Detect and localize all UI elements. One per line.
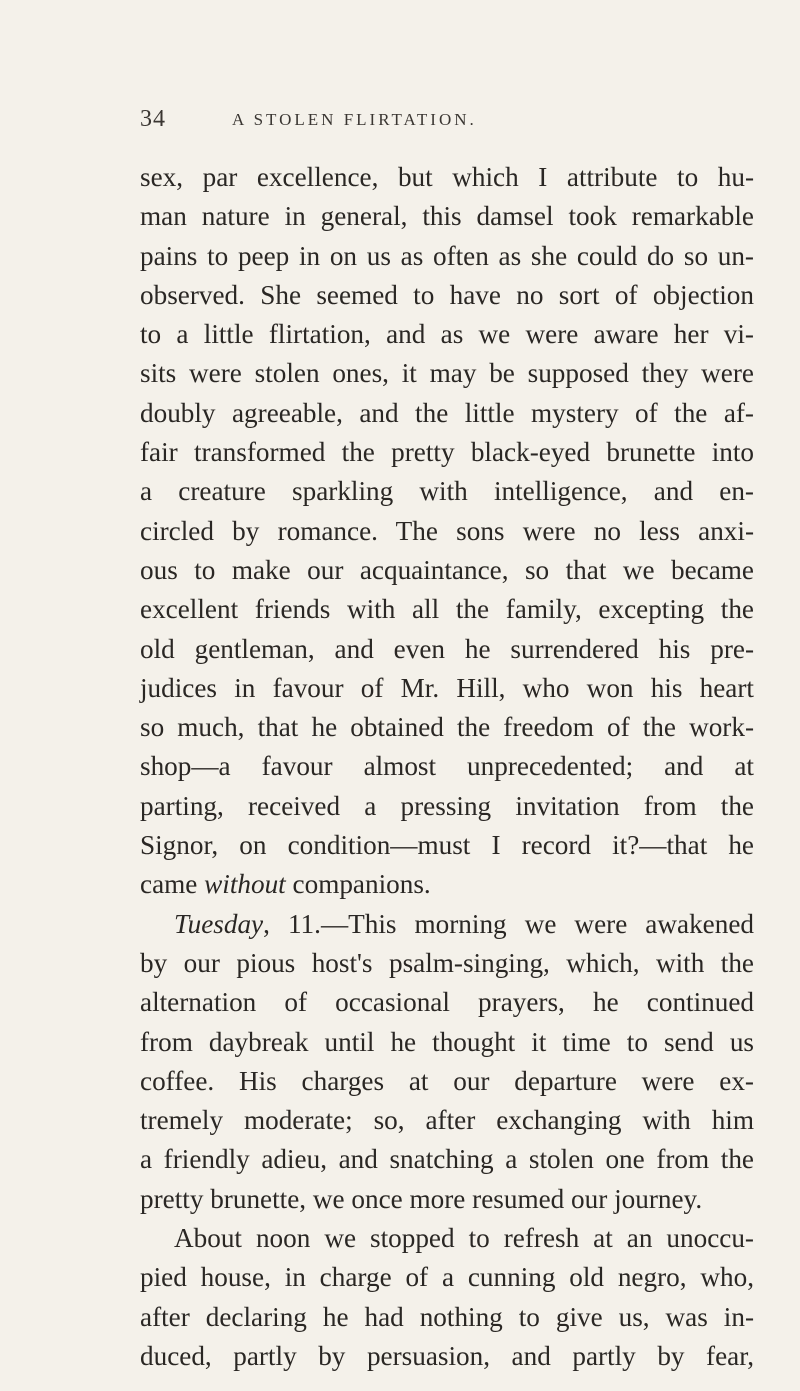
text-segment: observed. She seemed to have no sort of objection (140, 279, 754, 310)
text-segment: duced, partly by persuasion, and partly by fear, (140, 1340, 754, 1371)
text-line (140, 1219, 754, 1258)
body-text (140, 158, 754, 1376)
text-line (140, 1140, 754, 1179)
text-segment: alternation of occasional prayers, he continued (140, 987, 754, 1018)
text-segment: a creature sparkling with intelligence, and en- (140, 476, 754, 507)
text-segment: companions. (285, 869, 431, 900)
text-segment: pains to peep in on us as often as she could do so un- (140, 240, 754, 271)
text-line (140, 983, 754, 1022)
text-line (140, 1062, 754, 1101)
page-number: 34 (140, 106, 166, 132)
text-line (140, 787, 754, 826)
text-segment: shop—a favour almost unprecedented; and at (140, 751, 754, 782)
text-line (140, 708, 754, 747)
text-line (140, 1180, 754, 1219)
text-segment: pretty brunette, we once more resumed our journey. (140, 1183, 703, 1214)
italic-text: Tuesday (174, 908, 264, 939)
text-segment: parting, received a pressing invitation from the (140, 790, 754, 821)
text-line (140, 1337, 754, 1376)
text-segment: tremely moderate; so, after exchanging with him (140, 1105, 754, 1136)
text-line (140, 551, 754, 590)
text-line (140, 865, 754, 904)
text-line (140, 512, 754, 551)
text-line (140, 747, 754, 786)
text-line (140, 158, 754, 197)
text-line (140, 315, 754, 354)
text-segment: coffee. His charges at our departure were ex- (140, 1065, 754, 1096)
text-line (140, 197, 754, 236)
text-segment: man nature in general, this damsel took remarkable (140, 201, 754, 232)
running-head (140, 106, 700, 136)
text-segment: ous to make our acquaintance, so that we became (140, 554, 754, 585)
text-line (140, 1258, 754, 1297)
text-segment: Signor, on condition—must I record it?—that he (140, 830, 754, 861)
text-line (140, 905, 754, 944)
text-segment: sex, par excellence, but which I attribute to hu- (140, 162, 754, 192)
text-line (140, 944, 754, 983)
text-line (140, 354, 754, 393)
text-line (140, 472, 754, 511)
text-line (140, 669, 754, 708)
text-line (140, 394, 754, 433)
text-line (140, 433, 754, 472)
running-title: A STOLEN FLIRTATION. (232, 110, 477, 129)
text-segment: sits were stolen ones, it may be supposed they were (140, 358, 754, 389)
text-segment: , 11.—This morning we were awakened (263, 908, 754, 939)
text-segment: judices in favour of Mr. Hill, who won his heart (140, 672, 754, 703)
text-segment: excellent friends with all the family, excepting the (140, 594, 754, 625)
text-segment: old gentleman, and even he surrendered his pre- (140, 633, 754, 664)
text-segment: About noon we stopped to refresh at an unoccu- (174, 1223, 754, 1254)
text-segment: to a little flirtation, and as we were aware her vi- (140, 319, 754, 350)
text-segment: circled by romance. The sons were no less anxi- (140, 515, 754, 546)
text-segment: doubly agreeable, and the little mystery of the af- (140, 397, 754, 428)
text-line (140, 1101, 754, 1140)
text-segment: pied house, in charge of a cunning old negro, who, (140, 1262, 754, 1293)
text-line (140, 276, 754, 315)
text-line (140, 826, 754, 865)
italic-text: without (204, 869, 286, 900)
text-segment: by our pious host's psalm-singing, which, with the (140, 947, 754, 978)
text-segment: so much, that he obtained the freedom of the work- (140, 712, 754, 743)
text-line (140, 237, 754, 276)
text-segment: from daybreak until he thought it time to send us (140, 1026, 754, 1057)
text-segment: fair transformed the pretty black-eyed brunette into (140, 437, 754, 468)
text-segment: came (140, 869, 205, 900)
text-line (140, 590, 754, 629)
text-segment: after declaring he had nothing to give us, was in- (140, 1301, 754, 1332)
text-line (140, 1298, 754, 1337)
text-segment: a friendly adieu, and snatching a stolen one from the (140, 1144, 754, 1175)
text-line (140, 1023, 754, 1062)
text-line (140, 630, 754, 669)
